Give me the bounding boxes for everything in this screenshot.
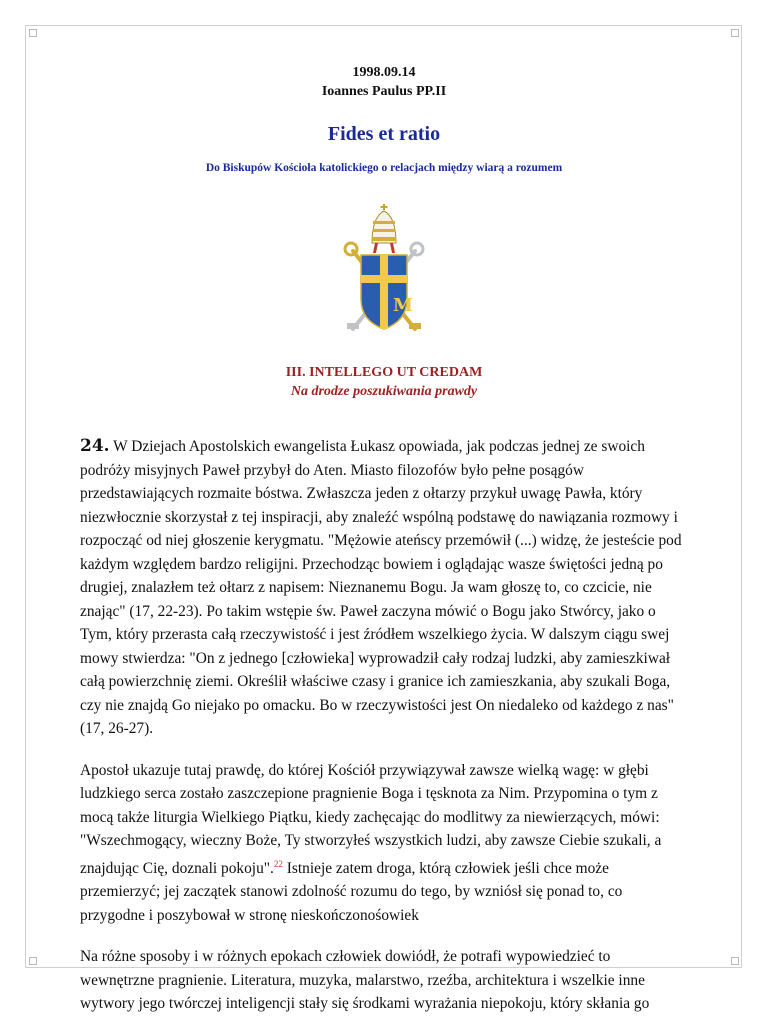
footnote-link[interactable]: 22 [273,858,283,869]
paragraph-24-text: W Dziejach Apostolskich ewangelista Łukasz opowiada, jak podczas jednej ze swoich podróży misyjnych Paweł przybył do Aten. Miasto filozofów było pełne posągów przedstawiających rozmaite bóstwa. Zwłaszcza jeden z ołtarzy przykuł uwagę Pawła, który niezwłocznie skorzystał z tej inspiracji, aby znaleźć wspólną podstawę do nawiązania rozmowy i rozpocząć od niej głoszenie kerygmatu. "Mężowie ateńscy przemówił (...) widzę, że jesteście pod każdym względem bardzo religijni. Przechodząc bowiem i oglądając wasze świętości jedną po drugiej, znalazłem też ołtarz z napisem: Nieznanemu Bogu. Ja wam głoszę to, co czcicie, nie znając" (17, 22-23). Po takim wstępie św. Paweł zaczyna mówić o Bogu jako Stwórcy, jako o Tym, który przerasta całą rzeczywistość i jest źródłem wszelkiego życia. W dalszym ciągu swej mowy stwierdza: "On z jednego [człowieka] wyprowadził cały rodzaj ludzki, aby zamieszkiwał całą powierzchnię ziemi. Określił właściwe czasy i granice ich zamieszkania, aby szukali Boga, czy nie znajdą Go niejako po omacku. Bo w rzeczywistości jest On niedaleko od każdego z nas" (17, 26-27). [80,438,682,737]
paragraph-number: 24. [80,436,110,456]
document-subtitle: Do Biskupów Kościoła katolickiego o relacjach między wiarą a rozumem [205,162,563,174]
frame-corner-top-left [29,29,37,37]
paragraph-2-text-after: Istnieje zatem droga, którą człowiek jeśli chce może przemierzyć; jej zaczątek stanowi zdolność rozumu do tego, by wzniósł się ponad to, co przygodne i poszybował w stronę nieskończonośowiek [80,859,623,924]
paragraph-3-text: Na różne sposoby i w różnych epokach człowiek dowiódł, że potrafi wypowiedzieć to wewnętrzne pragnienie. Literatura, muzyka, malarstwo, rzeźba, architektura i wszelkie inne wytwory jego twórczej inteligencji stały się środkami wyrażania niepokoju, który skłania go [80,948,650,1013]
tiara-icon [372,204,396,253]
frame-corner-bottom-right [731,957,739,965]
svg-text:M: M [393,295,413,316]
section-title: III. INTELLEGO UT CREDAM [285,365,483,380]
paragraph-24 [80,435,688,741]
document-date: 1998.09.14 [352,65,416,80]
paragraph-2 [80,759,688,928]
paragraph-2-text-before: Apostoł ukazuje tutaj prawdę, do której Kościół przywiązywał zawsze wielką wagę: w głębi ludzkiego serca zostało zaszczepione pragnienie Boga i tęsknota za Nim. Przypomina o tym z mocą także liturgia Wielkiego Piątku, kiedy zachęcając do modlitwy za niewierzących, mówi: "Wszechmogący, wieczny Boże, Ty stworzyłeś wszystkich ludzi, aby zawsze Ciebie szukali, a znajdując Cię, doznali pokoju". [80,761,662,877]
frame-corner-top-right [731,29,739,37]
document-body [80,63,688,1016]
papal-coat-of-arms-icon [339,203,429,343]
document-title: Fides et ratio [327,123,441,145]
paragraph-3 [80,945,688,1016]
section-subtitle: Na drodze poszukiwania prawdy [290,384,478,399]
frame-corner-bottom-left [29,957,37,965]
document-author: Ioannes Paulus PP.II [321,84,447,99]
